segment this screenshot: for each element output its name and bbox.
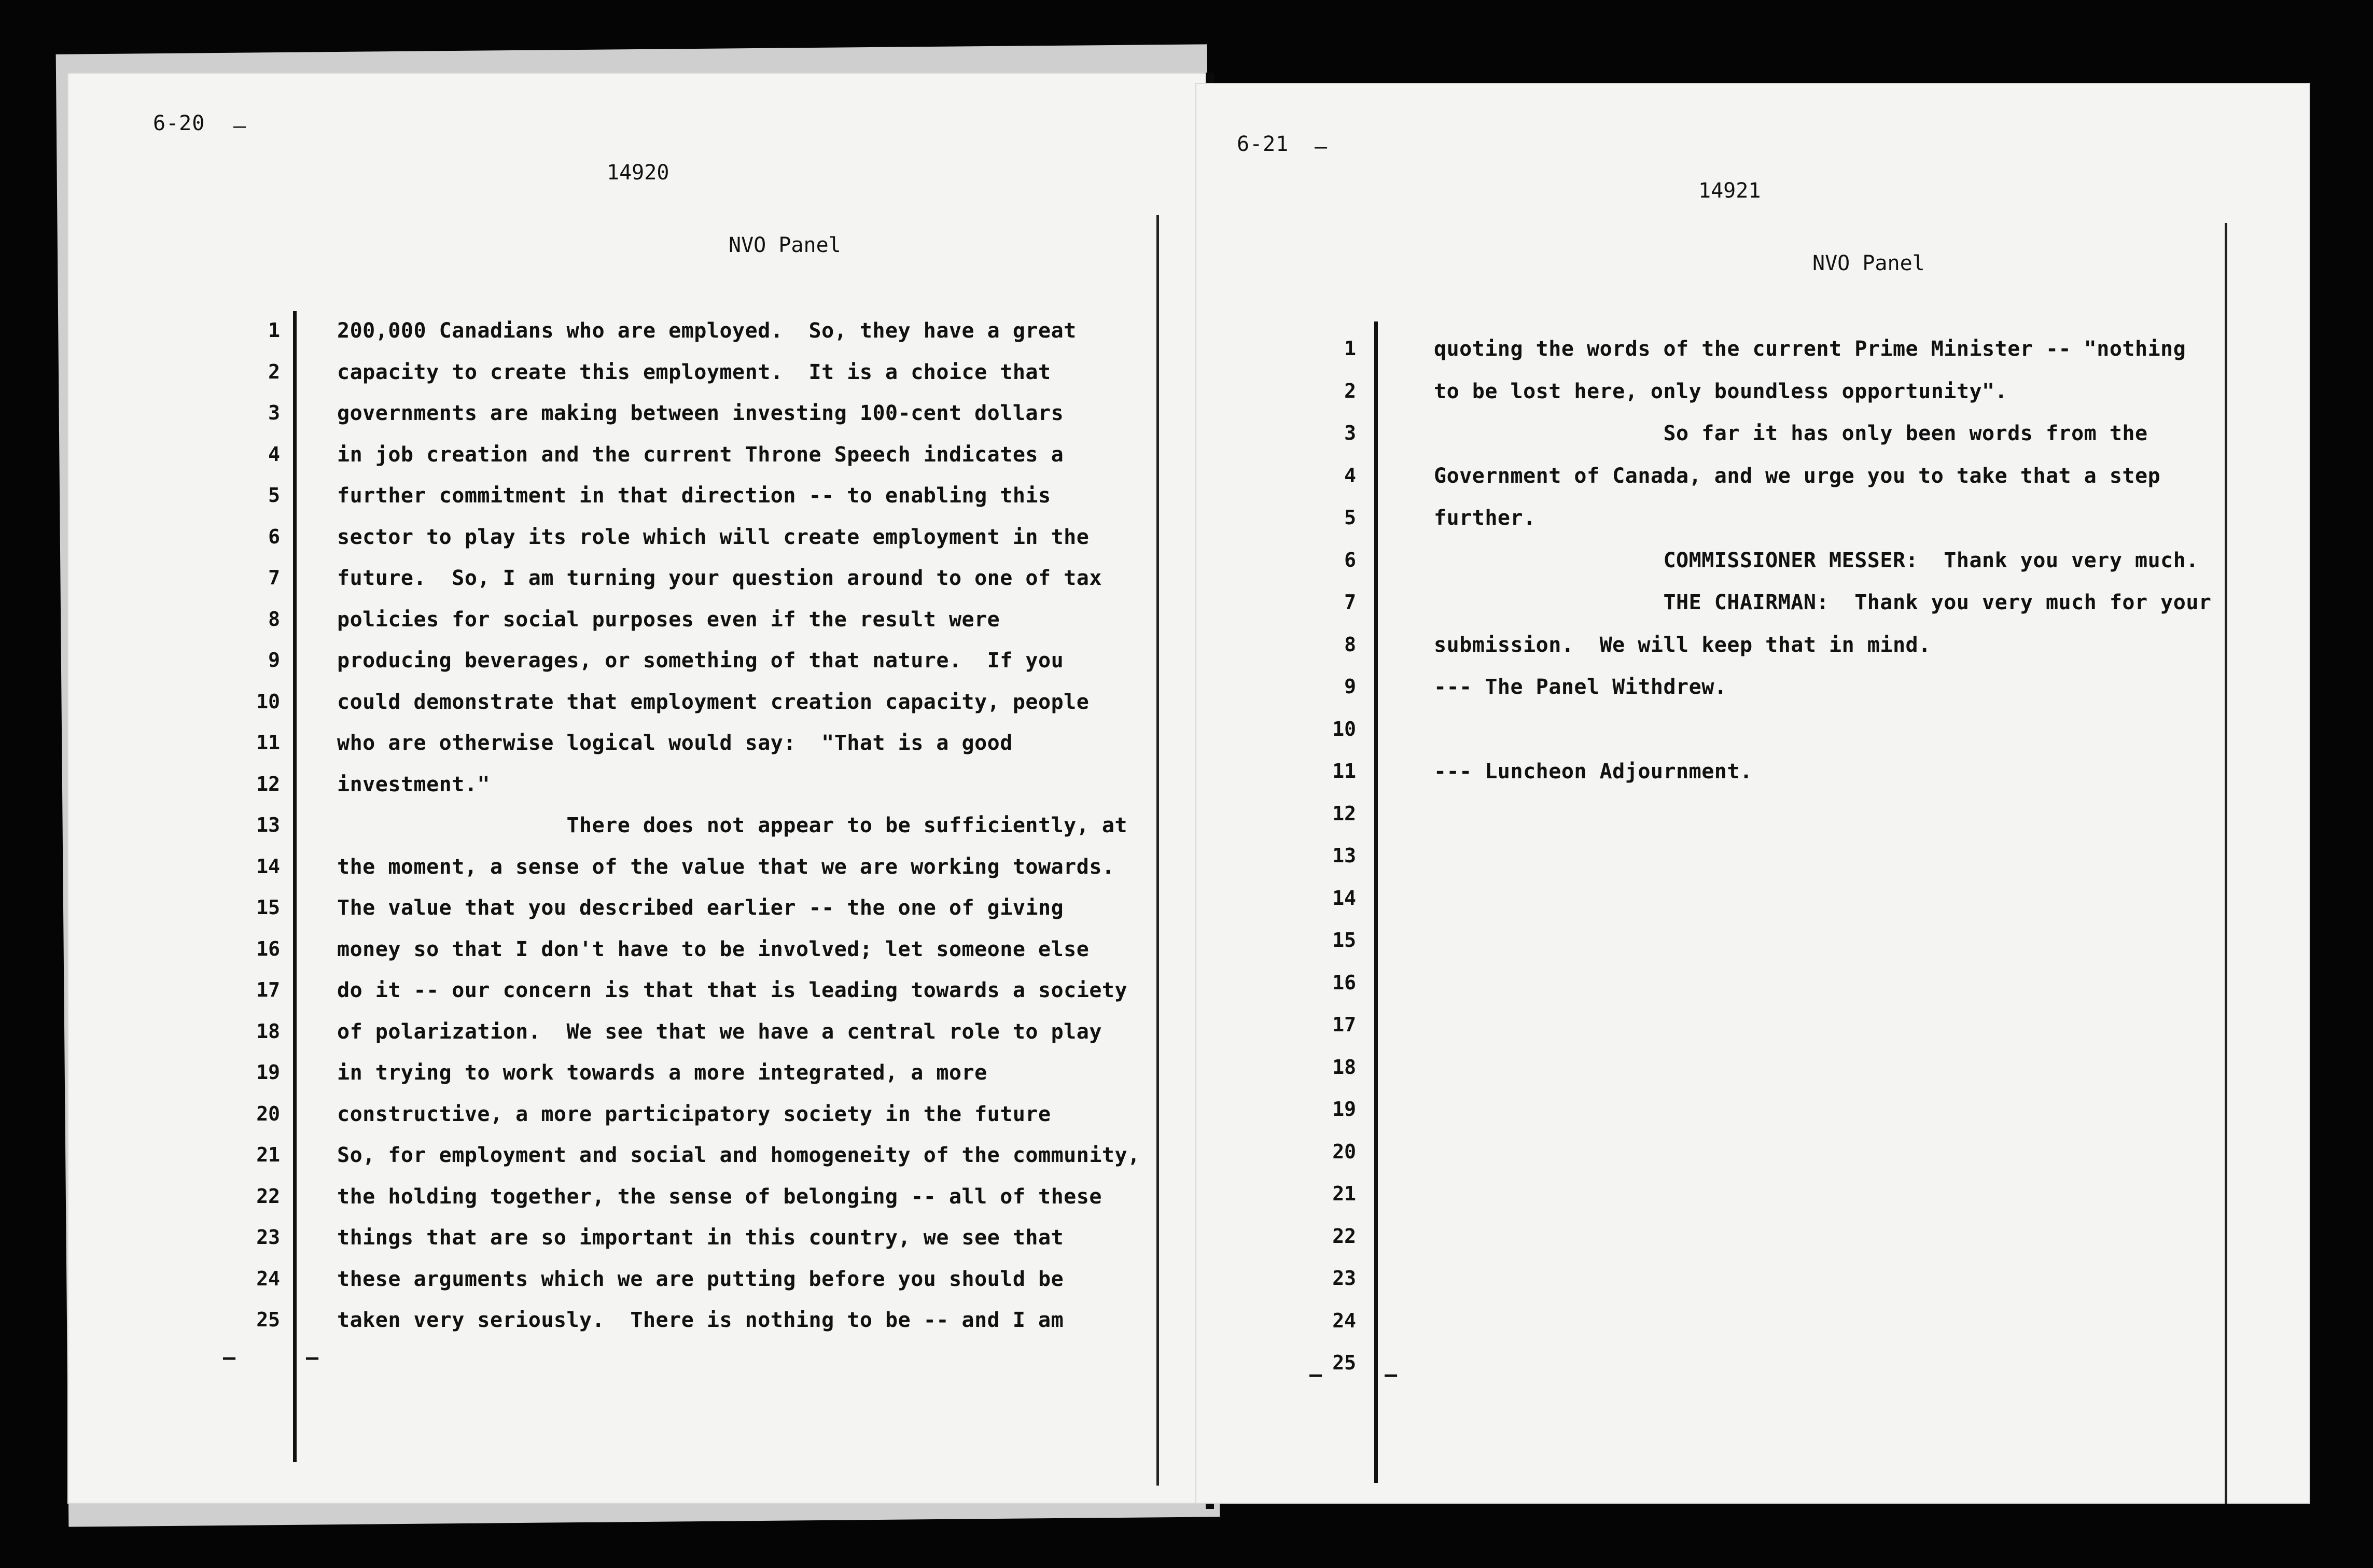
line-number: 4 [268, 442, 280, 466]
line-number: 21 [1332, 1182, 1356, 1205]
line-number: 11 [256, 731, 280, 754]
line-number: 25 [1332, 1351, 1356, 1374]
left-page-number: 14920 [607, 161, 669, 185]
left-line-25-tick: — [306, 1346, 319, 1369]
transcript-line: The value that you described earlier -- the one of giving [337, 896, 1064, 920]
transcript-line: the holding together, the sense of belonging -- all of these [337, 1184, 1102, 1209]
line-number: 14 [1332, 886, 1356, 909]
left-page-ref-dash: — [233, 114, 246, 138]
transcript-line: producing beverages, or something of that nature. If you [337, 649, 1064, 673]
line-number: 3 [268, 401, 280, 424]
line-number: 13 [256, 814, 280, 836]
line-number: 15 [1332, 929, 1356, 951]
line-number: 12 [256, 772, 280, 795]
line-number: 17 [1332, 1013, 1356, 1036]
transcript-line: do it -- our concern is that that is leading towards a society [337, 978, 1128, 1002]
left-page-header: NVO Panel [729, 233, 841, 257]
transcript-line: governments are making between investing 100-cent dollars [337, 401, 1064, 425]
line-number: 9 [1344, 675, 1356, 698]
line-number: 15 [256, 896, 280, 919]
transcript-line: So, for employment and social and homogeneity of the community, [337, 1143, 1140, 1167]
transcript-line: money so that I don't have to be involved; let someone else [337, 937, 1090, 961]
right-page-ref: 6-21 [1237, 132, 1289, 156]
line-number: 18 [256, 1019, 280, 1043]
right-right-rule [2225, 223, 2227, 1504]
transcript-line: THE CHAIRMAN: Thank you very much for your [1434, 591, 2212, 614]
transcript-line: in trying to work towards a more integrated, a more [337, 1061, 987, 1085]
line-number: 19 [256, 1061, 280, 1084]
line-number: 25 [256, 1308, 280, 1331]
transcript-line: capacity to create this employment. It is a choice that [337, 360, 1051, 384]
transcript-line: these arguments which we are putting before you should be [337, 1267, 1064, 1291]
left-right-rule [1156, 215, 1159, 1486]
transcript-line: constructive, a more participatory society in the future [337, 1102, 1051, 1126]
line-number: 10 [256, 690, 280, 713]
line-number: 8 [268, 607, 280, 631]
transcript-line: sector to play its role which will create employment in the [337, 525, 1090, 549]
transcript-line: policies for social purposes even if the result were [337, 607, 1000, 632]
line-number: 2 [268, 360, 280, 383]
line-number: 10 [1332, 717, 1356, 740]
line-number: 23 [1332, 1267, 1356, 1290]
transcript-line: COMMISSIONER MESSER: Thank you very much. [1434, 548, 2199, 572]
line-number: 18 [1332, 1055, 1356, 1079]
transcript-line: submission. We will keep that in mind. [1434, 633, 1931, 657]
transcript-line: Government of Canada, and we urge you to take that a step [1434, 464, 2161, 488]
transcript-line: 200,000 Canadians who are employed. So, they have a great [337, 319, 1077, 343]
transcript-line: could demonstrate that employment creation capacity, people [337, 690, 1090, 714]
transcript-line: things that are so important in this country, we see that [337, 1226, 1064, 1250]
line-number: 22 [1332, 1224, 1356, 1248]
right-page-header: NVO Panel [1812, 251, 1925, 275]
transcript-line: taken very seriously. There is nothing to be -- and I am [337, 1308, 1064, 1332]
transcript-line: quoting the words of the current Prime Minister -- "nothing [1434, 337, 2186, 361]
line-number: 11 [1332, 760, 1356, 782]
transcript-line: investment." [337, 772, 490, 796]
line-number: 20 [256, 1102, 280, 1125]
left-page-ref: 6-20 [153, 111, 205, 135]
left-page [67, 73, 1211, 1504]
line-number: 12 [1332, 802, 1356, 825]
right-page [1195, 83, 2310, 1504]
line-number: 16 [256, 937, 280, 960]
transcript-line: of polarization. We see that we have a central role to play [337, 1019, 1102, 1044]
line-number: 23 [256, 1226, 280, 1249]
line-number: 19 [1332, 1098, 1356, 1121]
transcript-line: There does not appear to be sufficiently, at [337, 814, 1128, 837]
line-number: 3 [1344, 422, 1356, 444]
left-margin-rule [293, 311, 297, 1462]
left-line-25-marker: — [223, 1346, 236, 1369]
transcript-line: to be lost here, only boundless opportunity". [1434, 379, 2008, 403]
line-number: 7 [268, 566, 280, 589]
line-number: 17 [256, 978, 280, 1001]
transcript-line: --- The Panel Withdrew. [1434, 675, 1727, 699]
transcript-line: the moment, a sense of the value that we are working towards. [337, 855, 1115, 879]
line-number: 24 [256, 1267, 280, 1290]
transcript-line: in job creation and the current Throne Speech indicates a [337, 442, 1064, 467]
line-number: 5 [1344, 506, 1356, 529]
transcript-line: So far it has only been words from the [1434, 422, 2148, 445]
line-number: 2 [1344, 379, 1356, 402]
right-page-ref-dash: — [1315, 135, 1328, 159]
right-line-25-marker: — [1309, 1363, 1322, 1387]
line-number: 22 [256, 1184, 280, 1208]
transcript-line: who are otherwise logical would say: "That is a good [337, 731, 1013, 755]
line-number: 7 [1344, 591, 1356, 613]
line-number: 4 [1344, 464, 1356, 487]
line-number: 9 [268, 649, 280, 671]
right-line-25-tick: — [1385, 1363, 1398, 1387]
transcript-line: further. [1434, 506, 1536, 530]
transcript-line: future. So, I am turning your question around to one of tax [337, 566, 1102, 590]
line-number: 8 [1344, 633, 1356, 656]
line-number: 1 [268, 319, 280, 342]
line-number: 6 [268, 525, 280, 548]
line-number: 13 [1332, 844, 1356, 867]
right-page-number: 14921 [1698, 179, 1761, 203]
transcript-line: further commitment in that direction -- to enabling this [337, 484, 1051, 508]
line-number: 6 [1344, 548, 1356, 571]
line-number: 21 [256, 1143, 280, 1166]
line-number: 14 [256, 855, 280, 878]
transcript-line: --- Luncheon Adjournment. [1434, 760, 1753, 783]
line-number: 5 [268, 484, 280, 507]
line-number: 16 [1332, 971, 1356, 994]
right-margin-rule [1374, 321, 1378, 1483]
line-number: 20 [1332, 1140, 1356, 1163]
line-number: 24 [1332, 1309, 1356, 1332]
line-number: 1 [1344, 337, 1356, 360]
